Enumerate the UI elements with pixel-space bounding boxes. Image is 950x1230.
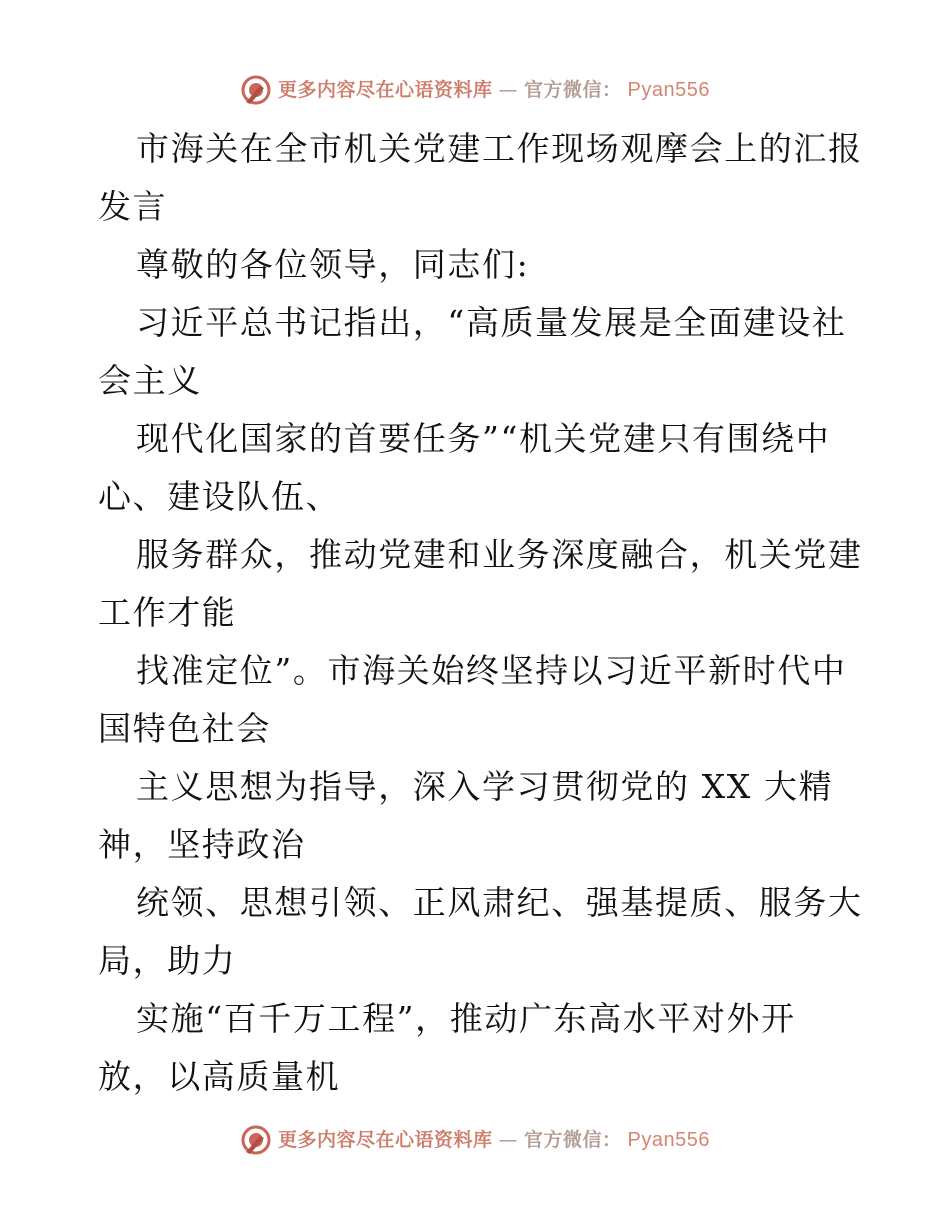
- footer-watermark: [0, 1120, 950, 1160]
- pen-logo-icon: [240, 1124, 272, 1156]
- paragraph-line: 实施“百千万工程”，推动广东高水平对外开: [136, 999, 796, 1038]
- watermark-dash: —: [498, 1128, 519, 1151]
- paragraph-line: 心、建设队伍、: [98, 477, 341, 516]
- pen-logo-icon: [240, 74, 272, 106]
- paragraph-line: 主义思想为指导，深入学习贯彻党的 XX 大精: [136, 767, 834, 806]
- paragraph-line: 国特色社会: [98, 709, 271, 748]
- watermark-wechat-label: 官方微信：: [524, 1128, 622, 1151]
- title-line-1: 市海关在全市机关党建工作现场观摩会上的汇报: [136, 129, 863, 168]
- paragraph-line: 局，助力: [98, 941, 237, 980]
- salutation: 尊敬的各位领导，同志们:: [136, 245, 530, 284]
- paragraph-line: 服务群众，推动党建和业务深度融合，机关党建: [136, 535, 863, 574]
- watermark-account: Pyan556: [627, 1129, 710, 1151]
- watermark-dash: —: [498, 78, 519, 101]
- paragraph-line: 统领、思想引领、正风肃纪、强基提质、服务大: [136, 883, 863, 922]
- watermark-site-text: 更多内容尽在心语资料库: [278, 1128, 493, 1151]
- watermark-account: Pyan556: [627, 79, 710, 101]
- paragraph-line: 工作才能: [98, 593, 237, 632]
- watermark-site-text: 更多内容尽在心语资料库: [278, 78, 493, 101]
- paragraph-line: 习近平总书记指出，“高质量发展是全面建设社: [136, 303, 847, 342]
- paragraph-line: 放，以高质量机: [98, 1057, 341, 1096]
- header-watermark: [0, 70, 950, 110]
- paragraph-line: 找准定位”。市海关始终坚持以习近平新时代中: [136, 651, 847, 690]
- paragraph-line: 神，坚持政治: [98, 825, 306, 864]
- paragraph-line: 会主义: [98, 361, 202, 400]
- paragraph-line: 现代化国家的首要任务”“机关党建只有围绕中: [136, 419, 831, 458]
- document-body: [98, 120, 863, 1106]
- title-line-2: 发言: [98, 187, 168, 226]
- watermark-wechat-label: 官方微信：: [524, 78, 622, 101]
